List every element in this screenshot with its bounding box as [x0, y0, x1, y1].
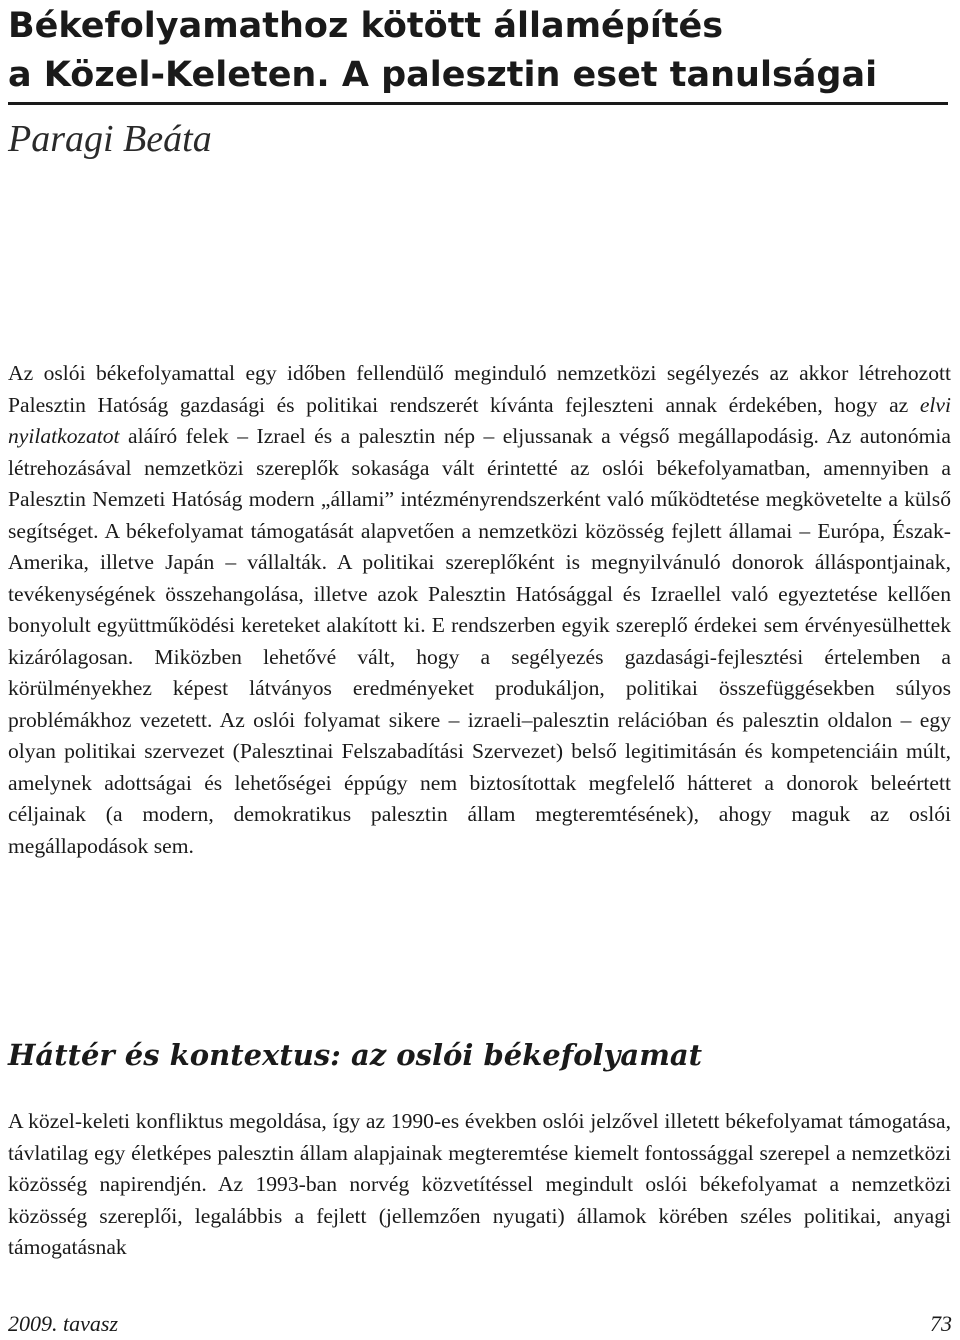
footer-page-number: 73: [930, 1311, 952, 1336]
title-divider: [8, 102, 948, 105]
intro-text-part-2: aláíró felek – Izrael és a palesztin nép – eljussanak a végső megállapodásig. Az autonómia létrehozásával nemzetközi szereplők sokasága vált érintetté az oslói békefolyamatban, amennyiben a Palesztin Nemzeti Hatóság modern „állami” intézményrendszerként való működtetése megkövetelte a külső segítséget. A békefolyamat támogatását alapvetően a nemzetközi közösség fejlett államai – Európa, Észak-Amerika, illetve Japán – vállalták. A politikai szereplőként is megnyilvánuló donorok álláspontjainak, tevékenységének összehangolása, illetve azok Palesztin Hatósággal és Izraellel való egyeztetése kellően bonyolult együttműködési kereteket alakított ki. E rendszerben egyik szereplő érdekei sem érvényesülhettek kizárólagosan. Miközben lehetővé vált, hogy a segélyezés gazdasági-fejlesztési értelemben a körülményekhez képest látványos eredményeket produkáljon, politikai összefüggésekben súlyos problémákhoz vezetett. Az oslói folyamat sikere – izraeli–palesztin relációban és palesztin oldalon – egy olyan politikai szervezet (Palesztinai Felszabadítási Szervezet) belső legitimitásán és kompetenciáin múlt, amelynek adottságai és lehetőségei éppúgy nem biztosítottak megfelelő hátteret a donorok beleértett céljainak (a modern, demokratikus palesztin állam megteremtésének), ahogy maguk az oslói megállapodások sem.: [8, 424, 951, 858]
intro-emphasis: elvi nyilatkozatot: [8, 392, 951, 448]
footer-issue: 2009. tavasz: [8, 1311, 118, 1336]
article-title: [8, 2, 952, 100]
article-title-line-1: Békefolyamathoz kötött államépítés: [8, 6, 724, 46]
section-body-paragraph: A közel-keleti konfliktus megoldása, így az 1990-es években oslói jelzővel illetett békefolyamat támogatása, távlatilag egy életképes palesztin állam alapjainak megteremtése kiemelt fontossággal szerepel a nemzetközi közösség napirendjén. Az 1993-ban norvég közvetítéssel megindult oslói békefolyamat a nemzetközi közösség szereplői, legalábbis a fejlett (jellemzően nyugati) államok körében széles politikai, anyagi támogatásnak: [8, 1109, 951, 1259]
article-title-line-2: a Közel-Keleten. A palesztin eset tanulságai: [8, 55, 878, 95]
intro-text-part-1: Az oslói békefolyamattal egy időben fellendülő meginduló nemzetközi segélyezés az akkor létrehozott Palesztin Hatóság gazdasági és politikai rendszerét kívánta fejleszteni annak érdekében, hogy az: [8, 361, 951, 417]
section-heading: Háttér és kontextus: az oslói békefolyamat: [8, 1038, 703, 1072]
intro-paragraph: [8, 358, 951, 862]
author-name: Paragi Beáta: [8, 118, 212, 160]
